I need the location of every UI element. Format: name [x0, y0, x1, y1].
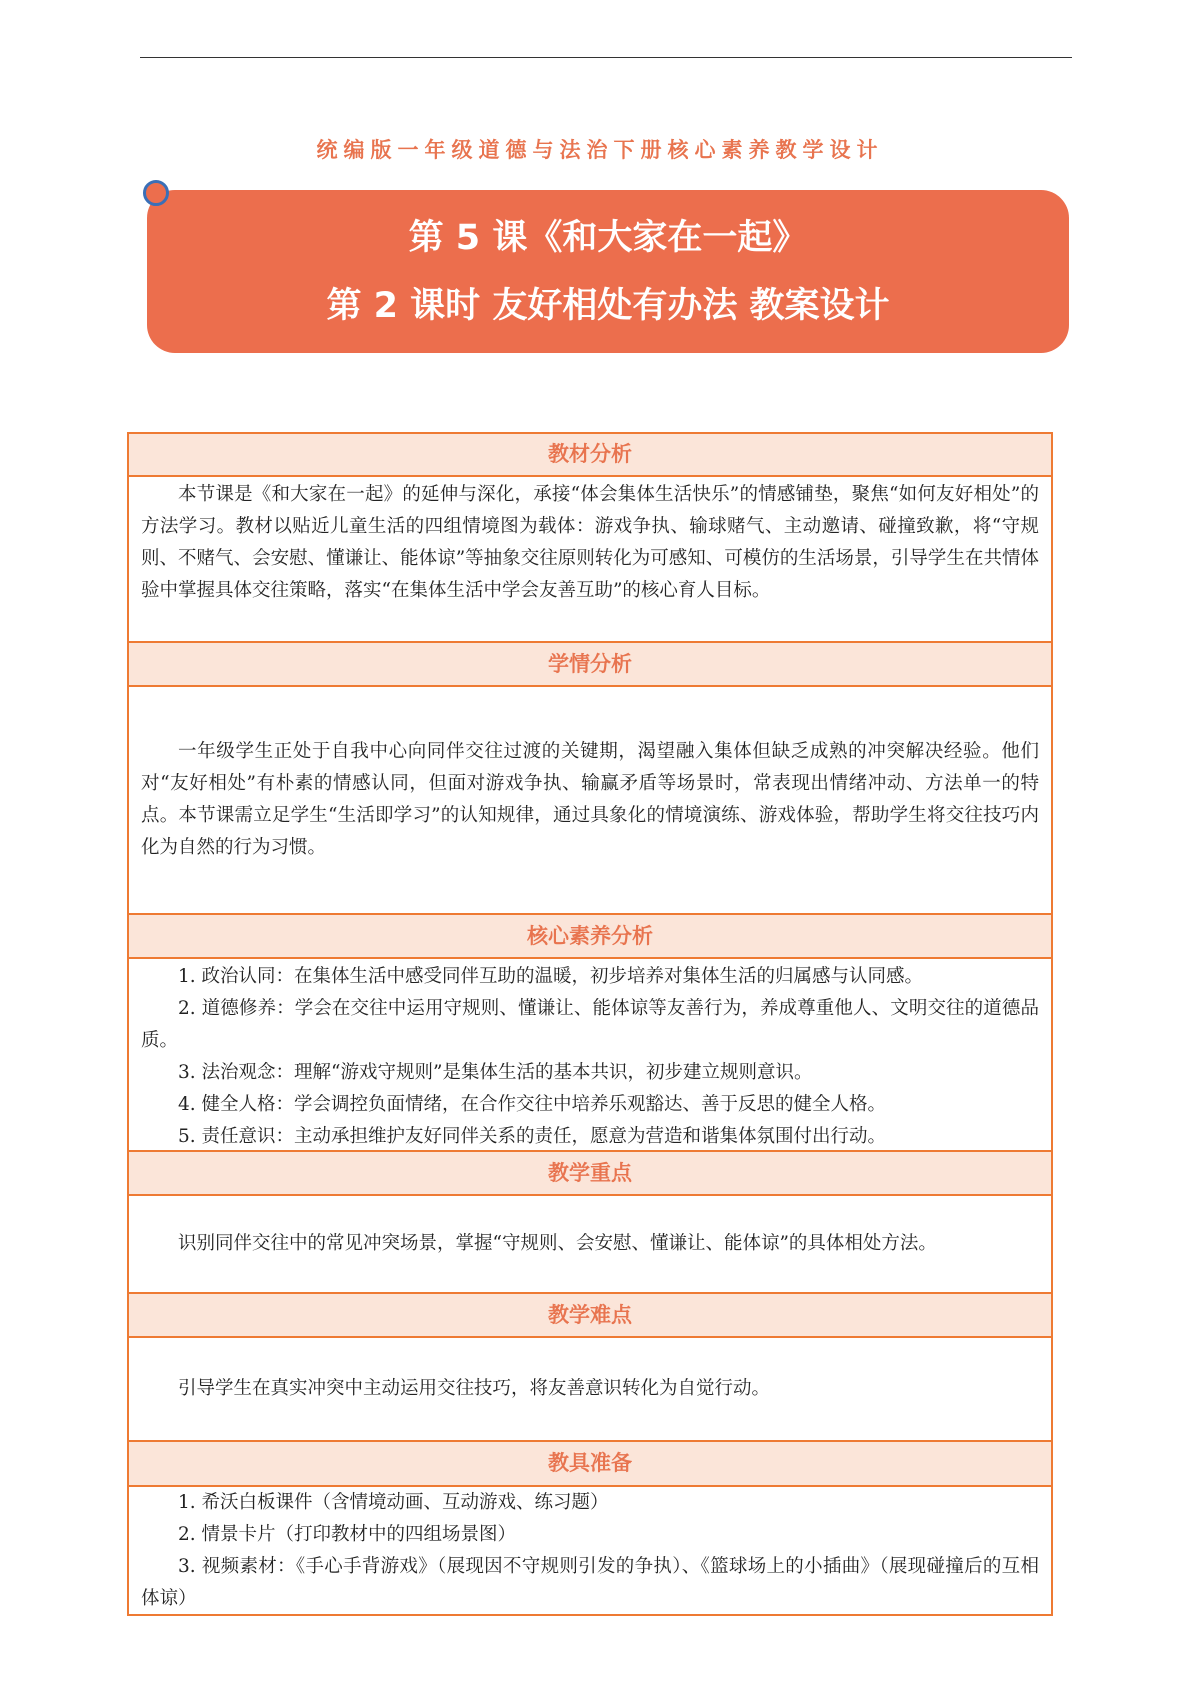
- competency-item: 1. 政治认同：在集体生活中感受同伴互助的温暖，初步培养对集体生活的归属感与认同感。: [178, 966, 924, 987]
- materials-item: 1. 希沃白板课件（含情境动画、互动游戏、练习题）: [178, 1492, 609, 1513]
- textbook-analysis-text: 本节课是《和大家在一起》的延伸与深化，承接“体会集体生活快乐”的情感铺垫，聚焦“如何友好相处”的方法学习。教材以贴近儿童生活的四组情境图为载体：游戏争执、输球赌气、主动邀请、碰撞致歉，将“守规则、不赌气、会安慰、懂谦让、能体谅”等抽象交往原则转化为可感知、可模仿的生活场景，引导学生在共情体验中掌握具体交往策略，落实“在集体生活中学会友善互助”的核心育人目标。: [141, 484, 1039, 601]
- section-body-materials: [129, 1487, 1051, 1613]
- materials-item: 3. 视频素材：《手心手背游戏》（展现因不守规则引发的争执）、《篮球场上的小插曲》（展现碰撞后的互相体谅）: [141, 1556, 1039, 1609]
- lesson-plan-table: [127, 432, 1053, 1616]
- materials-item: 2. 情景卡片（打印教材中的四组场景图）: [178, 1524, 517, 1545]
- competency-item: 5. 责任意识：主动承担维护友好同伴关系的责任，愿意为营造和谐集体氛围付出行动。: [178, 1126, 887, 1147]
- competency-item: 3. 法治观念：理解“游戏守规则”是集体生活的基本共识，初步建立规则意识。: [178, 1062, 813, 1083]
- title-banner: [147, 190, 1069, 353]
- section-body-students: [129, 687, 1051, 915]
- section-header-difficulties: 教学难点: [129, 1294, 1051, 1338]
- difficulties-text: 引导学生在真实冲突中主动运用交往技巧，将友善意识转化为自觉行动。: [178, 1378, 771, 1399]
- lesson-title: 第 5 课《和大家在一起》: [408, 218, 808, 258]
- section-header-students: 学情分析: [129, 643, 1051, 687]
- section-header-competency: 核心素养分析: [129, 915, 1051, 959]
- period-title: 第 2 课时 友好相处有办法 教案设计: [326, 286, 890, 326]
- section-body-key-points: [129, 1196, 1051, 1294]
- section-body-competency: [129, 959, 1051, 1152]
- student-analysis-text: 一年级学生正处于自我中心向同伴交往过渡的关键期，渴望融入集体但缺乏成熟的冲突解决经验。他们对“友好相处”有朴素的情感认同，但面对游戏争执、输赢矛盾等场景时，常表现出情绪冲动、方法单一的特点。本节课需立足学生“生活即学习”的认知规律，通过具象化的情境演练、游戏体验，帮助学生将交往技巧内化为自然的行为习惯。: [141, 741, 1039, 858]
- section-header-key-points: 教学重点: [129, 1152, 1051, 1196]
- key-points-text: 识别同伴交往中的常见冲突场景，掌握“守规则、会安慰、懂谦让、能体谅”的具体相处方法。: [178, 1233, 937, 1254]
- section-header-materials: 教具准备: [129, 1442, 1051, 1487]
- competency-item: 2. 道德修养：学会在交往中运用守规则、懂谦让、能体谅等友善行为，养成尊重他人、文明交往的道德品质。: [141, 998, 1039, 1051]
- section-body-textbook: [129, 477, 1051, 643]
- document-subtitle: 统编版一年级道德与法治下册核心素养教学设计: [316, 138, 884, 162]
- decorative-circle-icon: [143, 180, 169, 206]
- section-header-textbook: 教材分析: [129, 434, 1051, 477]
- header-rule: [140, 57, 1072, 58]
- competency-item: 4. 健全人格：学会调控负面情绪，在合作交往中培养乐观豁达、善于反思的健全人格。: [178, 1094, 887, 1115]
- section-body-difficulties: [129, 1338, 1051, 1442]
